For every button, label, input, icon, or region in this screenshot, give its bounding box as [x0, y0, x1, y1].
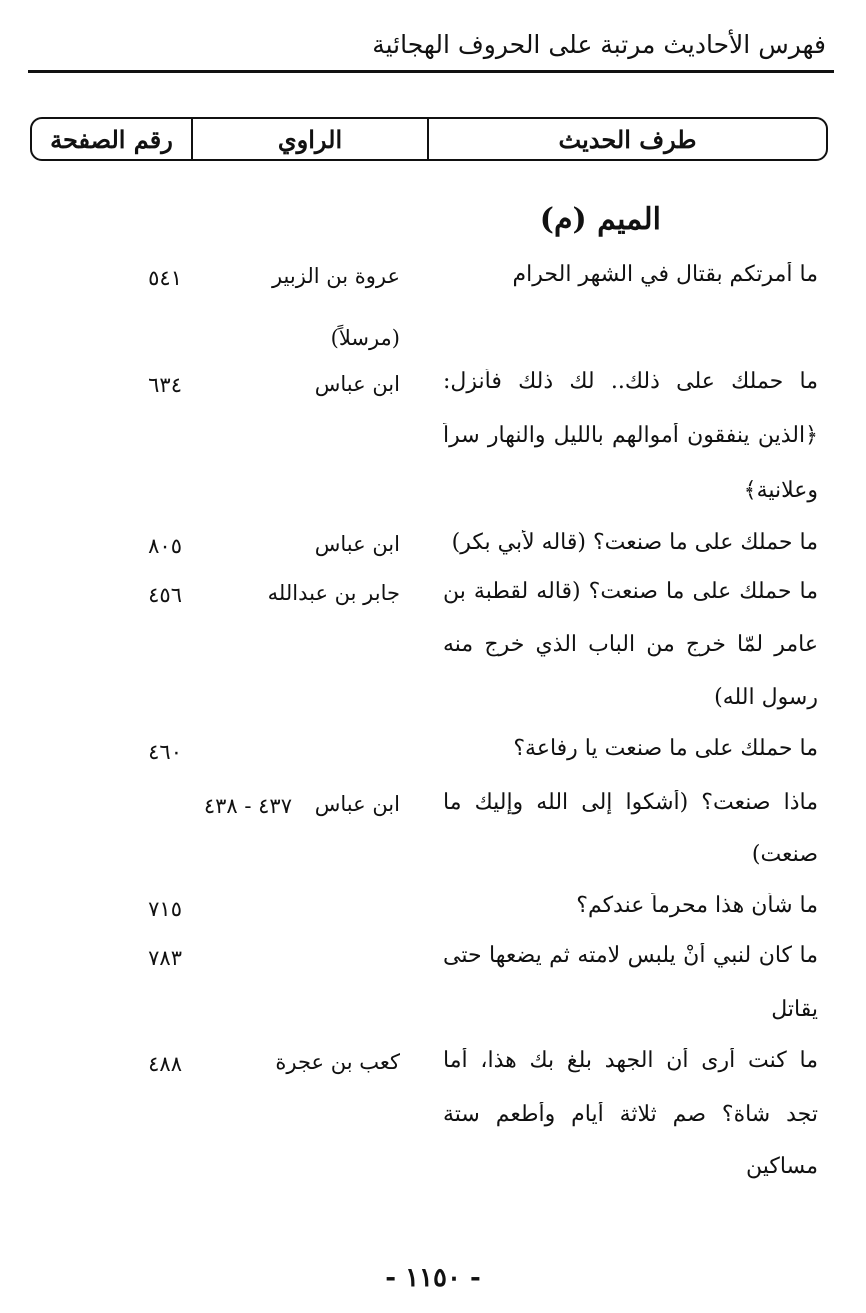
narrator-line: عروة بن الزبير [271, 264, 400, 288]
column-header-hadith: طرف الحديث [427, 119, 826, 159]
hadith-text-line: ما أمرتكم بقتال في الشهر الحرام [512, 262, 818, 287]
running-header: فهرس الأحاديث مرتبة على الحروف الهجائية [372, 30, 826, 59]
narrator-line: جابر بن عبدالله [267, 581, 400, 605]
hadith-text-line: ما حملك على ما صنعت يا رفاعة؟ [513, 736, 818, 761]
hadith-text-line: ما حملك على ذلك.. لك ذلك فأنزل: [443, 369, 818, 394]
page-reference: ٤٨٨ [148, 1052, 182, 1076]
narrator-line: (مرسلاً) [330, 326, 400, 350]
hadith-text-line: مساكين [746, 1154, 818, 1179]
hadith-text-line: تجد شاة؟ صم ثلاثة أيام وأطعم ستة [443, 1102, 818, 1127]
hadith-text-line: ماذا صنعت؟ (أشكوا إلى الله وإليك ما [443, 790, 818, 815]
page-reference: ٤٦٠ [148, 740, 182, 764]
page-reference: ٧٨٣ [148, 946, 182, 970]
narrator-line: ابن عباس [314, 372, 400, 396]
hadith-text-line: ما حملك على ما صنعت؟ (قاله لقطبة بن [443, 579, 818, 604]
hadith-text-line: ما كنت أرى أن الجهد بلغ بك هذا، أما [443, 1048, 818, 1073]
hadith-text-line: عامر لمّا خرج من الباب الذي خرج منه [443, 632, 818, 657]
page-reference: ٤٣٧ - ٤٣٨ [203, 794, 292, 818]
page-reference: ٧١٥ [148, 897, 182, 921]
narrator-line: ابن عباس [314, 792, 400, 816]
section-title: الميم (م) [539, 202, 661, 237]
hadith-text-line: يقاتل [771, 997, 818, 1022]
column-header-narrator: الراوي [191, 119, 427, 159]
column-header-page: رقم الصفحة [50, 124, 173, 154]
narrator-line: ابن عباس [314, 532, 400, 556]
hadith-text-line: صنعت) [751, 842, 818, 867]
hadith-text-line: ما حملك على ما صنعت؟ (قاله لأبي بكر) [451, 530, 818, 555]
hadith-text-line: ما كان لنبي أنْ يلبس لامته ثم يضعها حتى [443, 943, 818, 968]
hadith-text-line: وعلانية﴾ [743, 478, 818, 503]
page-reference: ٥٤١ [148, 266, 182, 290]
narrator-line: كعب بن عجرة [275, 1050, 400, 1074]
hadith-text-line: ﴿الذين ينفقون أموالهم بالليل والنهار سراً [443, 423, 818, 448]
page-reference: ٦٣٤ [148, 373, 182, 397]
hadith-text-line: ما شأن هذا محرماً عندكم؟ [576, 893, 818, 918]
hadith-text-line: رسول الله) [714, 685, 818, 710]
page-reference: ٨٠٥ [148, 534, 182, 558]
page-reference: ٤٥٦ [148, 583, 182, 607]
page-number: - ١١٥٠ - [385, 1263, 481, 1293]
